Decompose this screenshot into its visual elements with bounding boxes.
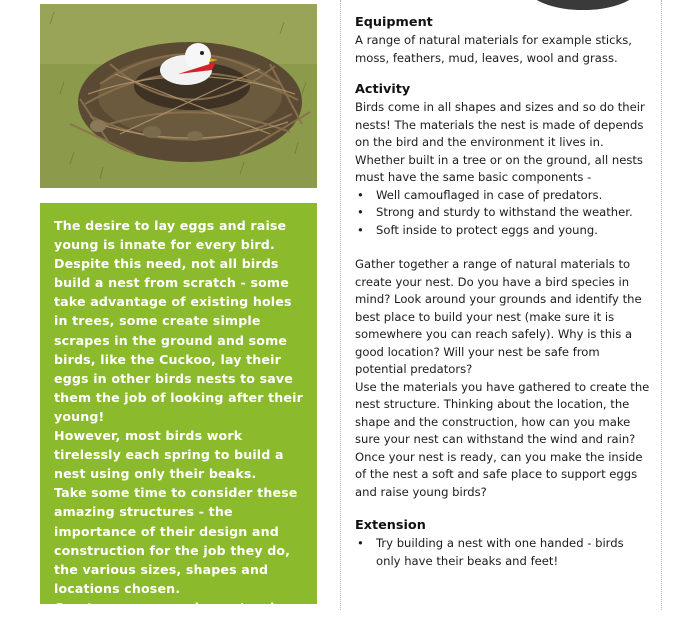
extension-heading: Extension: [355, 518, 426, 533]
intro-panel: [40, 203, 317, 634]
intro-line: Despite this need, not all birds build a nest from scratch - some take advantage of existing holes in trees, some create simple scrapes in the ground and some birds, like the Cuckoo, lay their eggs in other birds nests to save them the job of looking after their young!: [54, 256, 303, 424]
list-item: • Well camouflaged in case of predators.: [355, 187, 651, 205]
nest-photo: [40, 4, 317, 188]
list-item: • Strong and sturdy to withstand the weather.: [355, 204, 651, 222]
activity-bullets: [355, 187, 651, 240]
list-item: • Try building a nest with one handed - birds only have their beaks and feet!: [355, 535, 651, 570]
intro-line: Create your own using natural materials - harder than you think!: [54, 599, 302, 634]
intro-line: The desire to lay eggs and raise young is innate for every bird.: [54, 218, 287, 253]
activity-text: Birds come in all shapes and sizes and so do their nests! The materials the nest is made of depends on the bird and the environment it lives in. Whether built in a tree or on the ground, all nests must have the same basic components -: [355, 100, 645, 184]
activity-paragraph-gather: Gather together a range of natural materials to create your nest. Do you have a bird species in mind? Look around your grounds and identify the best place to build your nest (make sure it is somewhere you can reach safely). Why is this a good location? Will your nest be safe from potential predators?: [355, 257, 642, 376]
activity-paragraph-build: Use the materials you have gathered to create the nest structure. Thinking about the location, the shape and the construction, how can you make sure your nest can withstand the wind and rain?: [355, 379, 650, 446]
activity-paragraph-finish: Once your nest is ready, can you make the inside of the nest a soft and safe place to support eggs and raise young birds?: [355, 449, 643, 499]
list-item: • Soft inside to protect eggs and young.: [355, 222, 651, 240]
activity-heading: Activity: [355, 82, 411, 97]
nest-illustration: [40, 4, 317, 188]
intro-line: However, most birds work tirelessly each spring to build a nest using only their beaks.: [54, 428, 284, 482]
equipment-text: A range of natural materials for example sticks, moss, feathers, mud, leaves, wool and grass.: [355, 33, 632, 65]
equipment-heading: Equipment: [355, 15, 433, 30]
instructions-column: [340, 0, 662, 610]
extension-bullets: [355, 535, 651, 570]
intro-line: Take some time to consider these amazing structures - the importance of their design and construction for the job they do, the various sizes, shapes and locations chosen.: [54, 485, 298, 596]
